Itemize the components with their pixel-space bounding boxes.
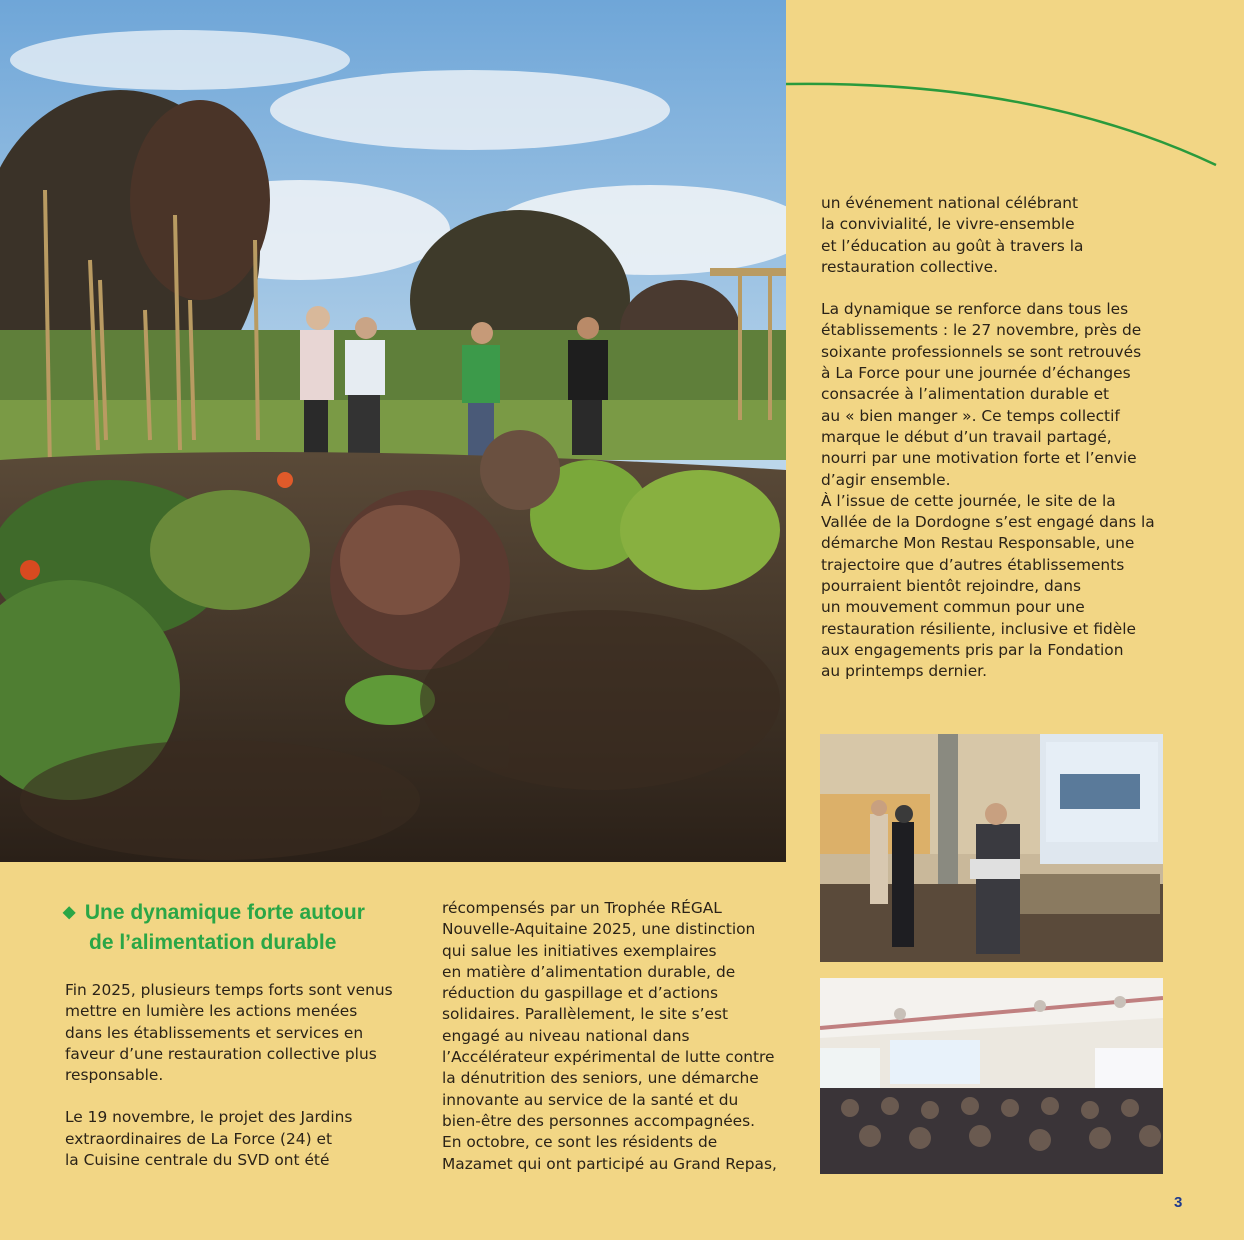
page-number: 3 [1174,1194,1183,1211]
right-column-text [821,193,1221,683]
paragraph: Le 19 novembre, le projet des Jardins extraordinaires de La Force (24) et la Cuisine centrale du SVD ont été [65,1108,353,1170]
garden-photo [0,0,786,862]
paragraph: un événement national célébrant la convivialité, le vivre-ensemble et l’éducation au goût à travers la restauration collective. [821,194,1084,276]
award-ceremony-photo [820,734,1163,962]
conference-hall-photo [820,978,1163,1174]
left-column-text [65,980,415,1171]
diamond-bullet-icon: ◆ [63,904,76,921]
paragraph: La dynamique se renforce dans tous les établissements : le 27 novembre, près de soixante professionnels se sont retrouvés à La Force pour une journée d’échanges consacrée à l’alimentation durable et au « bien manger ». Ce temps collectif marque le début d’un travail partagé, nourri par une motivation forte et l’envie d’agir ensemble. À l’issue de cette journée, le site de la Vallée de la Dordogne s’est engagé dans la démarche Mon Restau Responsable, une trajectoire que d’autres établissements pourraient bientôt rejoindre, dans un mouvement commun pour une restauration résiliente, inclusive et fidèle aux engagements pris par la Fondation au printemps dernier. [821,300,1155,681]
section-heading [63,898,423,958]
paragraph: récompensés par un Trophée RÉGAL Nouvelle-Aquitaine 2025, une distinction qui salue les initiatives exemplaires en matière d’alimentation durable, de réduction du gaspillage et d’actions solidaires. Parallèlement, le site s’est engagé au niveau national dans l’Accélérateur expérimental de lutte contre la dénutrition des seniors, une démarche innovante au service de la santé et du bien-être des personnes accompagnées. En octobre, ce sont les résidents de Mazamet qui ont participé au Grand Repas, [442,899,777,1173]
heading-line-2: de l’alimentation durable [89,931,337,954]
heading-line-1: Une dynamique forte autour [84,901,365,924]
paragraph: Fin 2025, plusieurs temps forts sont venus mettre en lumière les actions menées dans les établissements et services en faveur d’une restauration collective plus responsable. [65,981,393,1085]
middle-column-text [442,898,787,1175]
decorative-curve [786,70,1244,180]
